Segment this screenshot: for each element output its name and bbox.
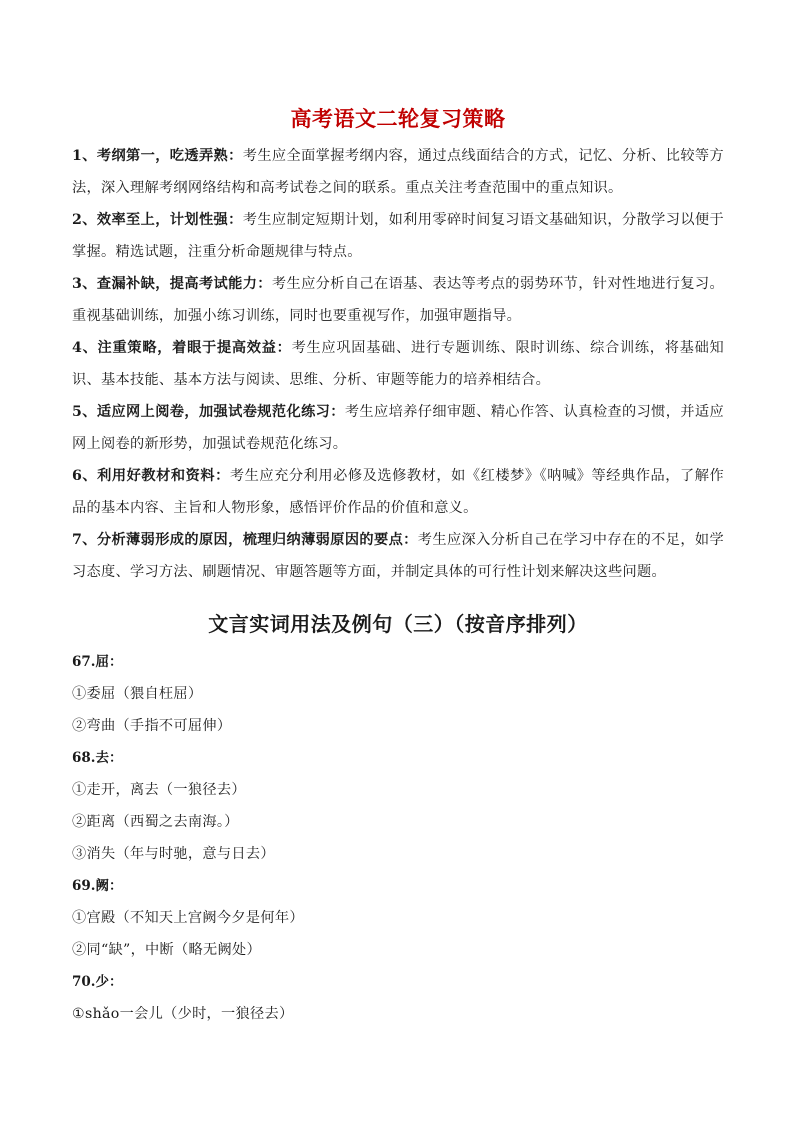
strategy-text: 考生应深入分析自己在学习中存在的不足，如学习态度、学习方法、刷题情况、审题答题等方面，并制定具体的可行性计划来解决这些问题。 xyxy=(72,532,724,580)
word-meaning: ①宫殿（不知天上宫阙今夕是何年） xyxy=(72,910,304,926)
strategy-item-1 xyxy=(72,140,724,204)
strategy-lead: 4、注重策略，着眼于提高效益： xyxy=(72,340,292,356)
strategy-lead: 1、考纲第一，吃透弄熟： xyxy=(72,148,243,164)
strategy-lead: 7、分析薄弱形成的原因，梳理归纳薄弱原因的要点： xyxy=(72,532,418,548)
strategy-text: 考生应巩固基础、进行专题训练、限时训练、综合训练，将基础知识、基本技能、基本方法与阅读、思维、分析、审题等能力的培养相结合。 xyxy=(72,340,724,388)
word-meaning: ①委屈（猥自枉屈） xyxy=(72,686,203,702)
document-title: 高考语文二轮复习策略 xyxy=(290,106,506,131)
strategy-list xyxy=(72,140,724,588)
strategy-item-2 xyxy=(72,204,724,268)
word-meaning: ①走开，离去（一狼径去） xyxy=(72,782,246,798)
word-entry-head: 69.阙： xyxy=(72,878,123,894)
word-list xyxy=(72,646,724,1030)
word-meaning: ②距离（西蜀之去南海。） xyxy=(72,814,239,830)
strategy-lead: 2、效率至上，计划性强： xyxy=(72,212,243,228)
word-entry-head: 67.屈： xyxy=(72,654,123,670)
word-meaning: ①shǎo一会儿（少时，一狼径去） xyxy=(72,1006,294,1022)
strategy-text: 考生应制定短期计划，如利用零碎时间复习语文基础知识，分散学习以便于掌握。精选试题，注重分析命题规律与特点。 xyxy=(72,212,724,260)
strategy-lead: 6、利用好教材和资料： xyxy=(72,468,230,484)
word-entry-head: 70.少： xyxy=(72,974,123,990)
strategy-text: 考生应培养仔细审题、精心作答、认真检查的习惯，并适应网上阅卷的新形势，加强试卷规范化练习。 xyxy=(72,404,724,452)
word-meaning: ③消失（年与时驰，意与日去） xyxy=(72,846,275,862)
strategy-item-7 xyxy=(72,524,724,588)
strategy-item-6 xyxy=(72,460,724,524)
strategy-item-4 xyxy=(72,332,724,396)
strategy-text: 考生应全面掌握考纲内容，通过点线面结合的方式，记忆、分析、比较等方法，深入理解考纲网络结构和高考试卷之间的联系。重点关注考查范围中的重点知识。 xyxy=(72,148,724,196)
strategy-lead: 5、适应网上阅卷，加强试卷规范化练习： xyxy=(72,404,345,420)
section-title: 文言实词用法及例句（三）（按音序排列） xyxy=(208,612,588,636)
strategy-item-5 xyxy=(72,396,724,460)
word-meaning: ②同“缺”，中断（略无阙处） xyxy=(72,942,261,958)
strategy-text: 考生应充分利用必修及选修教材，如《红楼梦》《呐喊》等经典作品，了解作品的基本内容、主旨和人物形象，感悟评价作品的价值和意义。 xyxy=(72,468,724,516)
strategy-lead: 3、查漏补缺，提高考试能力： xyxy=(72,276,272,292)
word-meaning: ②弯曲（手指不可屈伸） xyxy=(72,718,232,734)
strategy-text: 考生应分析自己在语基、表达等考点的弱势环节，针对性地进行复习。重视基础训练，加强小练习训练，同时也要重视写作，加强审题指导。 xyxy=(72,276,724,324)
strategy-item-3 xyxy=(72,268,724,332)
word-entry-head: 68.去： xyxy=(72,750,123,766)
